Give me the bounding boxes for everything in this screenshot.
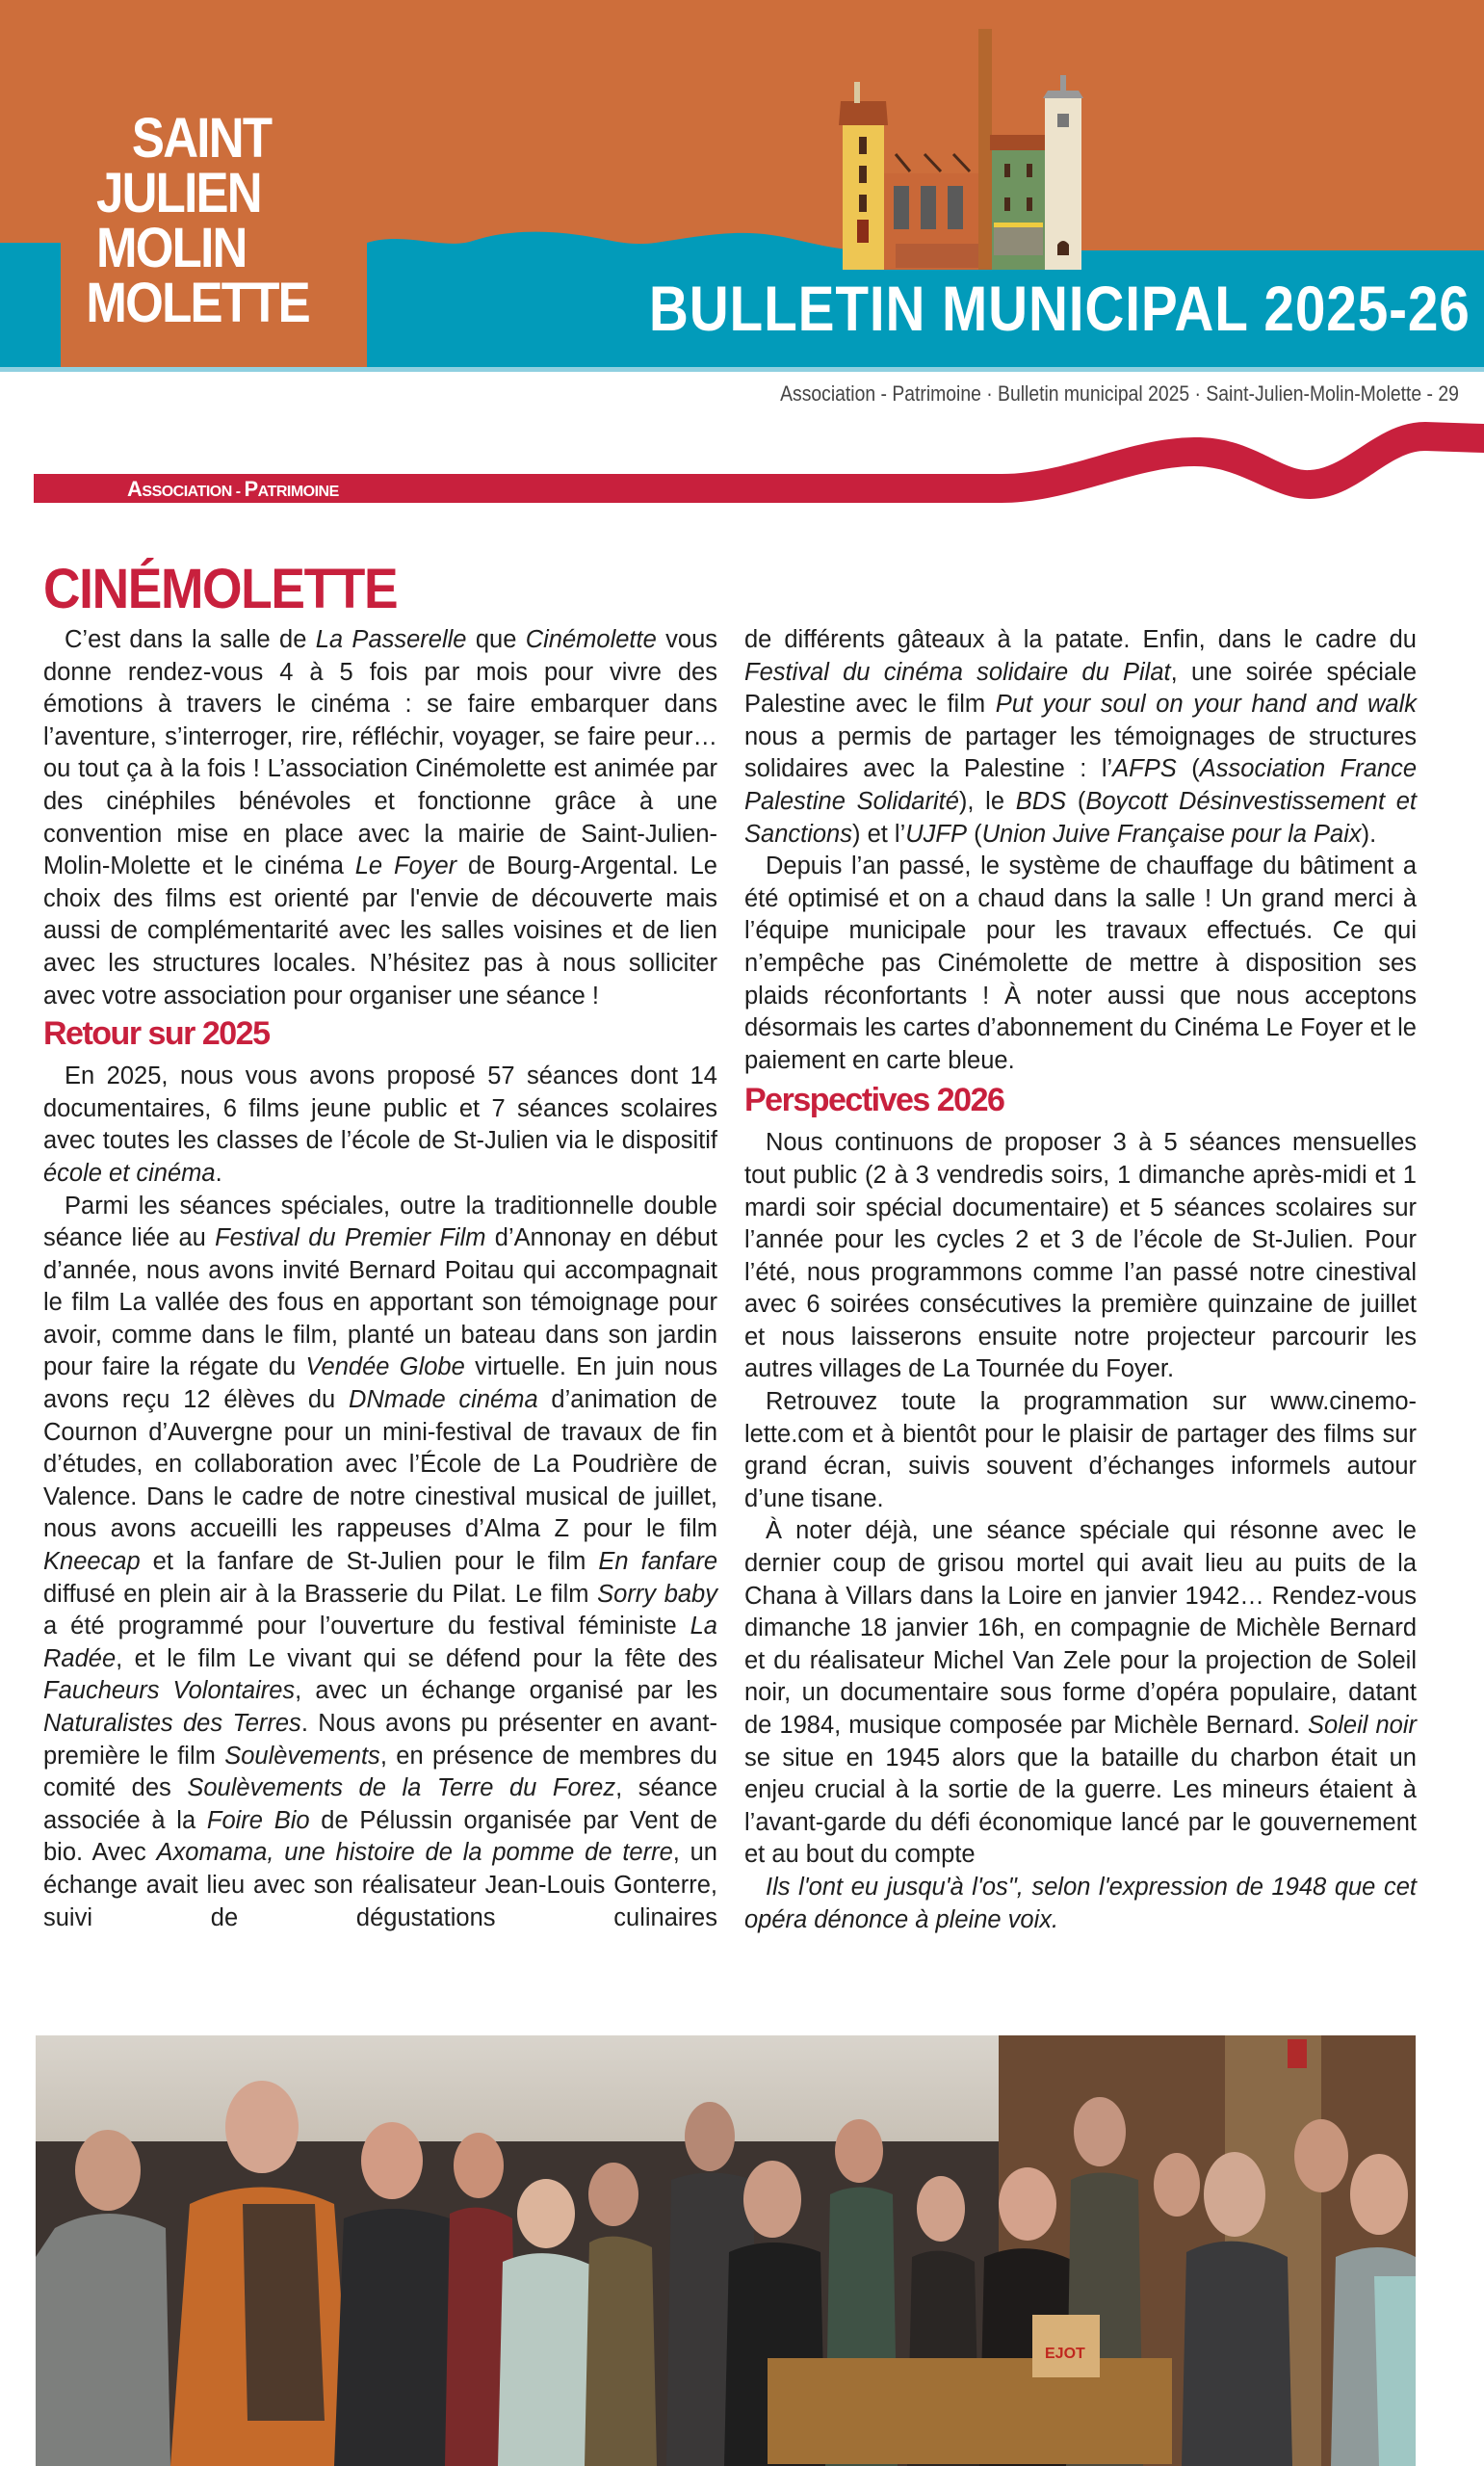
perspectives-paragraph-1: Nous continuons de proposer 3 à 5 séances mensuelles tout public (2 à 3 vendredis soirs, 1 dimanche après-midi et 1 mardi soir spécial documentaire) et 5 séances scolaires sur l’année pour les cycles 2 et 3 de l’école de St-Julien. Pour l’été, nous programmons comme l’an passé notre cinestival avec 6 soirées consécutives la première quinzaine de juillet et nous laisserons ensuite notre projecteur parcourir les autres villages de La Tournée du Foyer. bbox=[744, 1129, 1417, 1383]
section-ribbon bbox=[0, 405, 1484, 520]
perspectives-quote: Ils l'ont eu jusqu'à l'os", selon l'expression de 1948 que cet opéra dénonce à pleine voix. bbox=[744, 1873, 1417, 1933]
section-heading-perspectives-2026: Perspectives 2026 bbox=[744, 1082, 1004, 1119]
group-photo bbox=[36, 2035, 1416, 2466]
logo-line-4: MOLETTE bbox=[86, 272, 309, 334]
logo-line-2: JULIEN bbox=[95, 162, 261, 224]
section-label: ASSOCIATION - PATRIMOINE bbox=[127, 477, 339, 501]
svg-text:EJOT: EJOT bbox=[1045, 2346, 1085, 2362]
running-head: Association - Patrimoine · Bulletin municipal 2025 · Saint-Julien-Molin-Molette - 29 bbox=[780, 381, 1459, 406]
header-divider bbox=[0, 367, 1484, 372]
retour-paragraph-3: Depuis l’an passé, le système de chauffage du bâtiment a été optimisé et on a chaud dans la salle ! Un grand merci à l’équipe municipale pour les travaux effectués. Ce qui n’empêche pas Cinémolette de mettre à disposition ses plaids réconfortants ! À noter aussi que nous acceptons désormais les cartes d’abonnement du Cinéma Le Foyer et le paiement en carte bleue. bbox=[744, 853, 1417, 1074]
bulletin-title: BULLETIN MUNICIPAL 2025-26 bbox=[649, 273, 1471, 344]
retour-paragraph-2-continued: de différents gâteaux à la patate. Enfin, dans le cadre du Festival du cinéma solidaire du Pilat, une soirée spéciale Palestine avec le film Put your soul on your hand and walk nous a permis de partager les témoignages de structures solidaires avec la Palestine : l’AFPS (Association France Palestine Solidarité), le BDS (Boycott Désinvestissement et Sanctions) et l’UJFP (Union Juive Française pour la Paix). bbox=[744, 626, 1418, 848]
article-column-left bbox=[43, 624, 717, 1934]
section-heading-retour-2025: Retour sur 2025 bbox=[43, 1015, 270, 1053]
group-photo-image bbox=[36, 2035, 1416, 2466]
article-column-right bbox=[744, 624, 1417, 1936]
logo-line-1: SAINT bbox=[131, 107, 272, 170]
logo-line-3: MOLIN bbox=[95, 217, 247, 279]
retour-paragraph-1: En 2025, nous vous avons proposé 57 séances dont 14 documentaires, 6 films jeune public et 7 séances scolaires avec toutes les classes de l’école de St-Julien via le dispositif école et cinéma. bbox=[43, 1062, 717, 1187]
intro-paragraph: C’est dans la salle de La Passerelle que Cinémolette vous donne rendez-vous 4 à 5 fois par mois pour vivre des émotions à travers le cinéma : se faire embarquer dans l’aventure, s’interroger, rire, réfléchir, voyager, se faire peur… ou tout ça à la fois ! L’association Cinémolette est animée par des cinéphiles bénévoles et fonctionne grâce à une convention mise en place avec la mairie de Saint-Julien-Molin-Molette et le cinéma Le Foyer de Bourg-Argental. Le choix des films est orienté par l'envie de découverte mais aussi de complémentarité avec les salles voisines et de lien avec les structures locales. N’hésitez pas à nous solliciter avec votre association pour organiser une séance ! bbox=[43, 626, 717, 1010]
perspectives-paragraph-2: Retrouvez toute la programmation sur www.cinemolette.com et à bientôt pour le plaisir de partager des films sur grand écran, suivis souvent d’échanges informels autour d’une tisane. bbox=[744, 1388, 1417, 1512]
article-title: CINÉMOLETTE bbox=[43, 558, 398, 620]
teal-band-left bbox=[0, 243, 61, 367]
village-buildings-illustration bbox=[809, 29, 1271, 270]
perspectives-paragraph-3: À noter déjà, une séance spéciale qui résonne avec le dernier coup de grisou mortel qui avait lieu au puits de la Chana à Villars dans la Loire en janvier 1942… Rendez-vous dimanche 18 janvier 16h, en compagnie de Michèle Bernard et du réalisateur Michel Van Zele pour la projection de Soleil noir, un documentaire sous forme d’opéra populaire, datant de 1984, musique composée par Michèle Bernard. Soleil noir se situe en 1945 alors que la bataille du charbon était un enjeu crucial à la sortie de la guerre. Les mineurs étaient à l’avant-garde du défi économique lancé par le gouvernement et au bout du compte bbox=[744, 1517, 1417, 1869]
masthead bbox=[0, 0, 1484, 372]
town-logo bbox=[61, 0, 367, 367]
retour-paragraph-2: Parmi les séances spéciales, outre la traditionnelle double séance liée au Festival du Premier Film d’Annonay en début d’année, nous avons invité Bernard Poitau qui accompagnait le film La vallée des fous en apportant son témoignage pour avoir, comme dans le film, planté un bateau dans son jardin pour faire la régate du Vendée Globe virtuelle. En juin nous avons reçu 12 élèves du DNmade cinéma d’animation de Cournon d’Auvergne pour un mini-festival de travaux de fin d’études, en collaboration avec l’École de La Poudrière de Valence. Dans le cadre de notre cinestival musical de juillet, nous avons accueilli les rappeuses d’Alma Z pour le film Kneecap et la fanfare de St-Julien pour le film En fanfare diffusé en plein air à la Brasserie du Pilat. Le film Sorry baby a été programmé pour l’ouverture du festival féministe La Radée, et le film Le vivant qui se défend pour la fête des Faucheurs Volontaires, avec un échange organisé par les Naturalistes des Terres. Nous avons pu présenter en avant-première le film Soulèvements, en présence de membres du comité des Soulèvements de la Terre du Forez, séance associée à la Foire Bio de Pélussin organisée par Vent de bio. Avec Axomama, une histoire de la pomme de terre, un échange avait lieu avec son réalisateur Jean-Louis Gonterre, suivi de dégustations culinaires bbox=[43, 1192, 718, 1931]
